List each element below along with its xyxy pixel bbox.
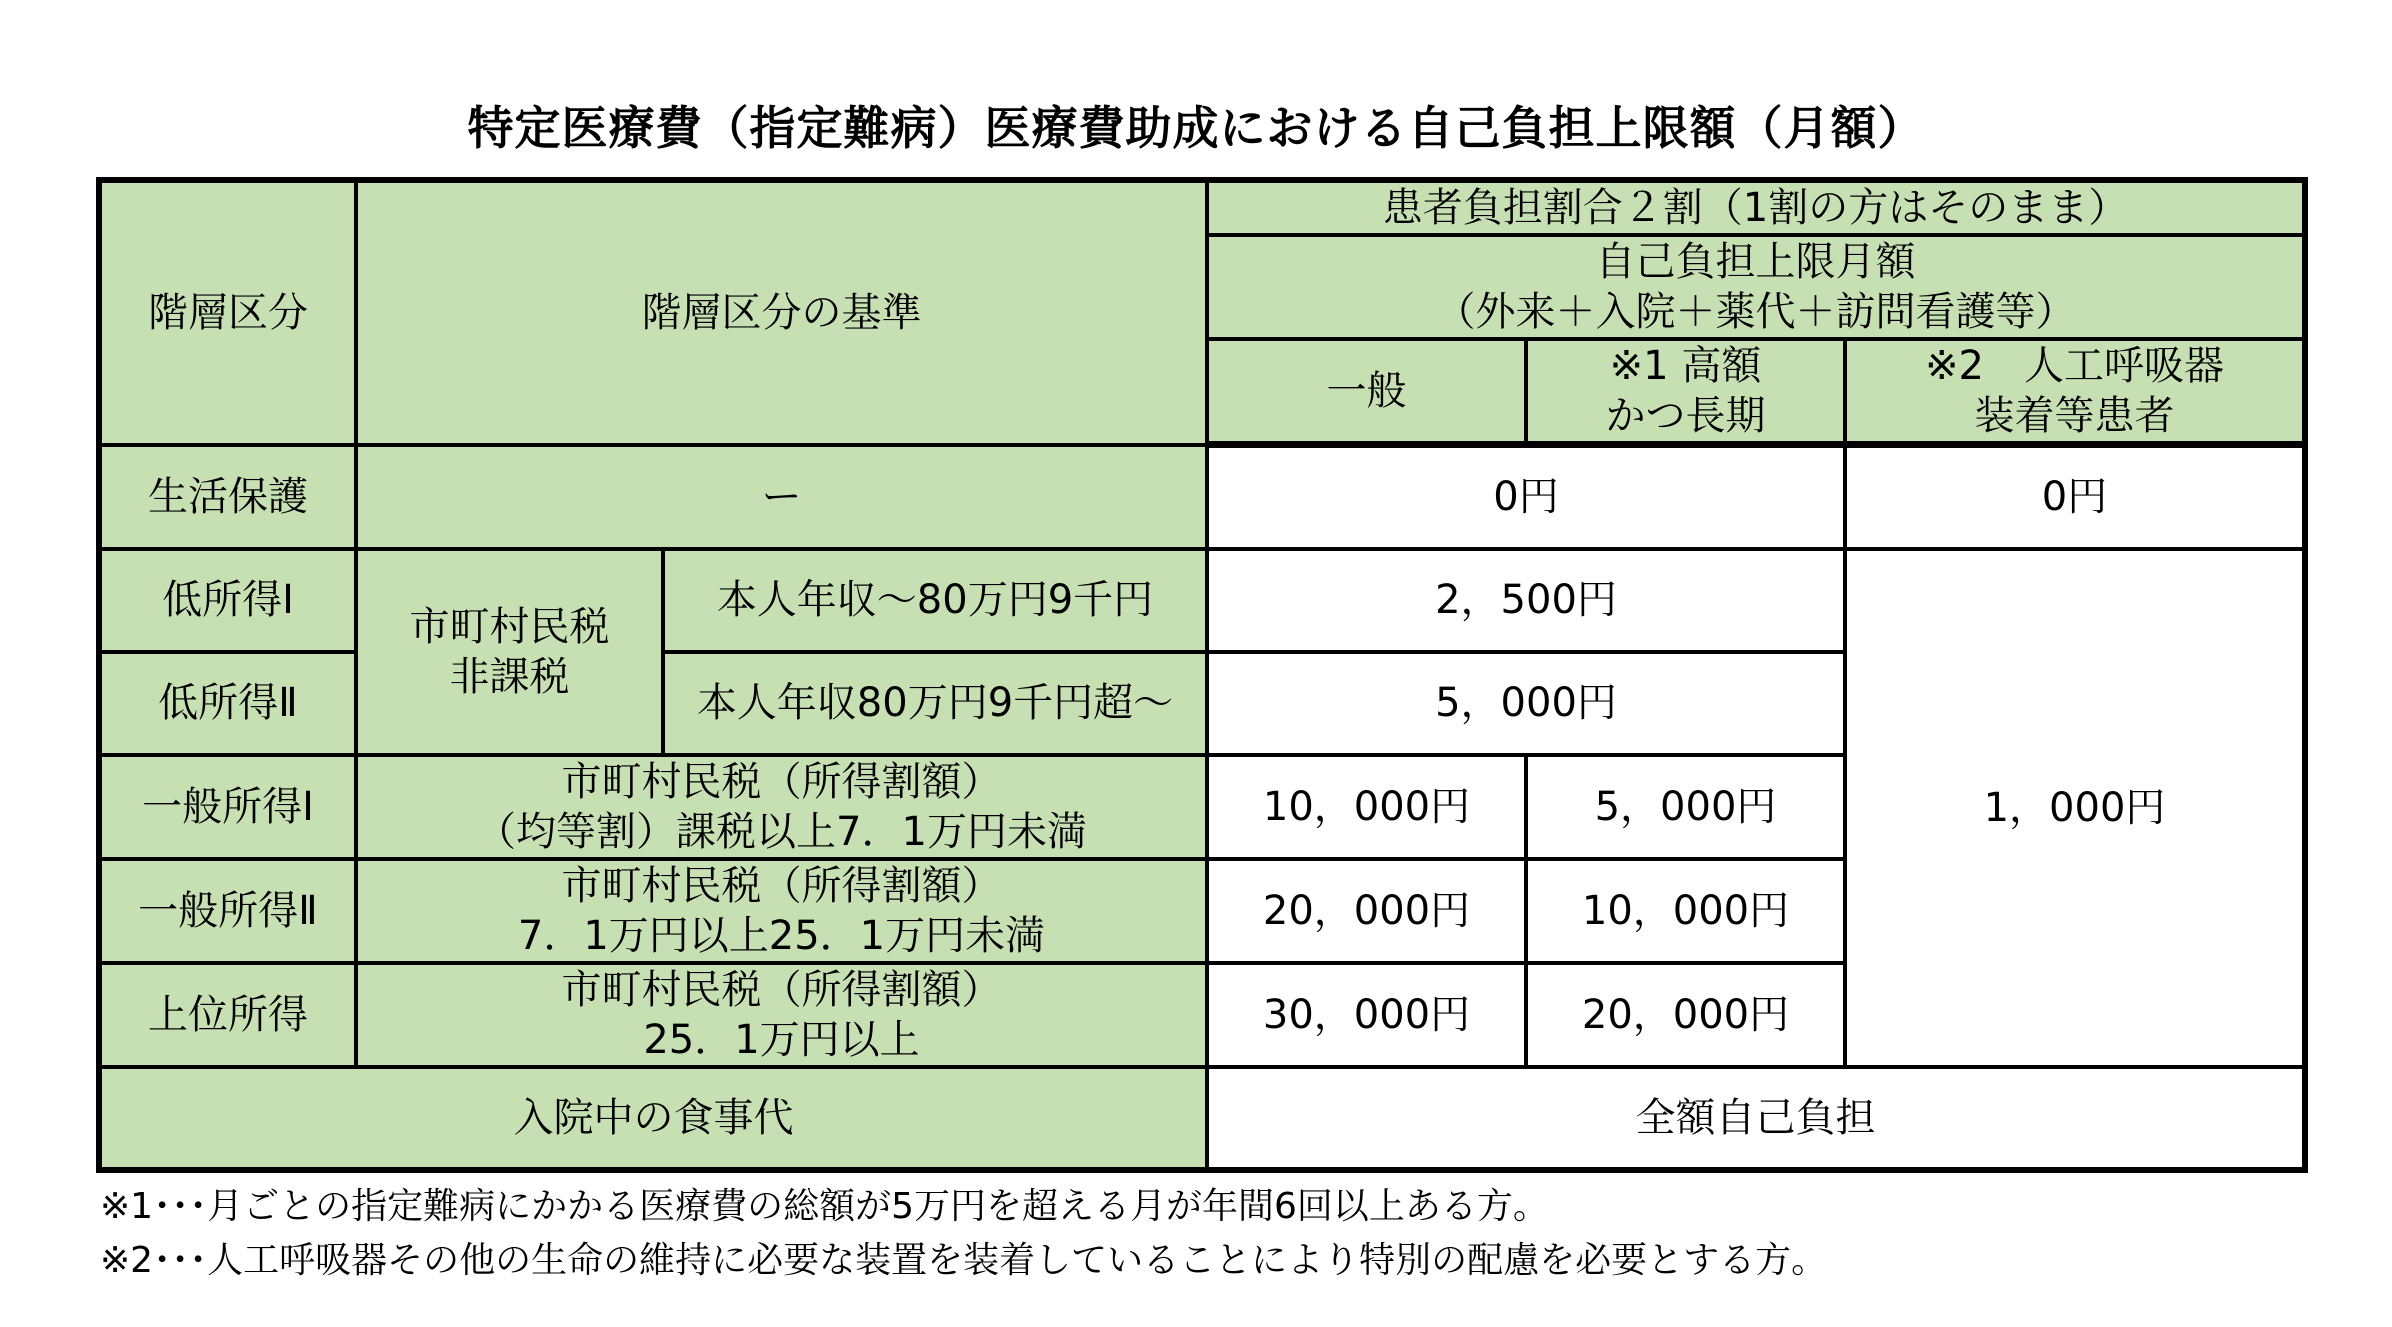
amount-general: 10，000円 <box>1207 755 1526 859</box>
amount-general: 5，000円 <box>1207 652 1845 755</box>
header-high-long-line1: ※1 高額 <box>1609 343 1762 389</box>
criteria-line2: 25．1万円以上 <box>643 1016 920 1063</box>
criteria <box>356 755 1207 859</box>
header-limit-line1: 自己負担上限月額 <box>1595 239 1916 285</box>
table-row <box>99 1067 2305 1170</box>
tier-label: 上位所得 <box>99 963 356 1067</box>
tier-label: 生活保護 <box>99 445 356 549</box>
header-high-long <box>1526 339 1845 445</box>
amount-high-long: 20，000円 <box>1526 963 1845 1067</box>
header-ventilator-line2: 装着等患者 <box>1974 393 2175 439</box>
criteria: ー <box>356 445 1207 549</box>
header-ventilator <box>1845 339 2305 445</box>
header-limit-line2: （外来＋入院＋薬代＋訪問看護等） <box>1435 289 2076 335</box>
tier-label: 低所得Ⅰ <box>99 549 356 652</box>
table-row <box>99 549 2305 652</box>
meal-value: 全額自己負担 <box>1207 1067 2305 1170</box>
header-general: 一般 <box>1207 339 1526 445</box>
amount-high-long: 10，000円 <box>1526 859 1845 963</box>
tier-label: 低所得Ⅱ <box>99 652 356 755</box>
amount-general: 30，000円 <box>1207 963 1526 1067</box>
amount-general: 20，000円 <box>1207 859 1526 963</box>
criteria-line1: 市町村民税（所得割額） <box>561 966 1002 1013</box>
criteria-line2: （均等割）課税以上7．1万円未満 <box>476 808 1087 855</box>
footnote-2: ※2･･･人工呼吸器その他の生命の維持に必要な装置を装着していることにより特別の配慮を必要とする方。 <box>100 1240 1828 1281</box>
criteria <box>356 963 1207 1067</box>
header-tier: 階層区分 <box>99 180 356 445</box>
footnotes <box>100 1180 1827 1288</box>
page-title: 特定医療費（指定難病）医療費助成における自己負担上限額（月額） <box>467 101 1925 155</box>
criteria-line1: 市町村民税（所得割額） <box>561 862 1002 909</box>
amount-ventilator: 1，000円 <box>1845 549 2305 1067</box>
amount-general: 0円 <box>1207 445 1845 549</box>
header-high-long-line2: かつ長期 <box>1605 393 1766 439</box>
criteria <box>356 859 1207 963</box>
footnote-1: ※1･･･月ごとの指定難病にかかる医療費の総額が5万円を超える月が年間6回以上ある方。 <box>100 1186 1549 1227</box>
meal-label: 入院中の食事代 <box>99 1067 1207 1170</box>
amount-high-long: 5，000円 <box>1526 755 1845 859</box>
criteria: 本人年収80万円9千円超～ <box>663 652 1207 755</box>
criteria-line2: 7．1万円以上25．1万円未満 <box>517 912 1046 959</box>
amount-general: 2，500円 <box>1207 549 1845 652</box>
header-criteria: 階層区分の基準 <box>356 180 1207 445</box>
header-ventilator-line1: ※2 人工呼吸器 <box>1925 343 2224 389</box>
table-row <box>99 445 2305 549</box>
criteria-line1: 市町村民税（所得割額） <box>561 758 1002 805</box>
copay-limit-table <box>96 177 2308 1173</box>
criteria-group-line1: 市町村民税 <box>409 603 610 650</box>
criteria: 本人年収～80万円9千円 <box>663 549 1207 652</box>
criteria-group <box>356 549 663 755</box>
tier-label: 一般所得Ⅱ <box>99 859 356 963</box>
header-limit <box>1207 235 2305 339</box>
amount-ventilator: 0円 <box>1845 445 2305 549</box>
tier-label: 一般所得Ⅰ <box>99 755 356 859</box>
header-ratio: 患者負担割合２割（1割の方はそのまま） <box>1207 180 2305 235</box>
criteria-group-line2: 非課税 <box>449 653 570 700</box>
